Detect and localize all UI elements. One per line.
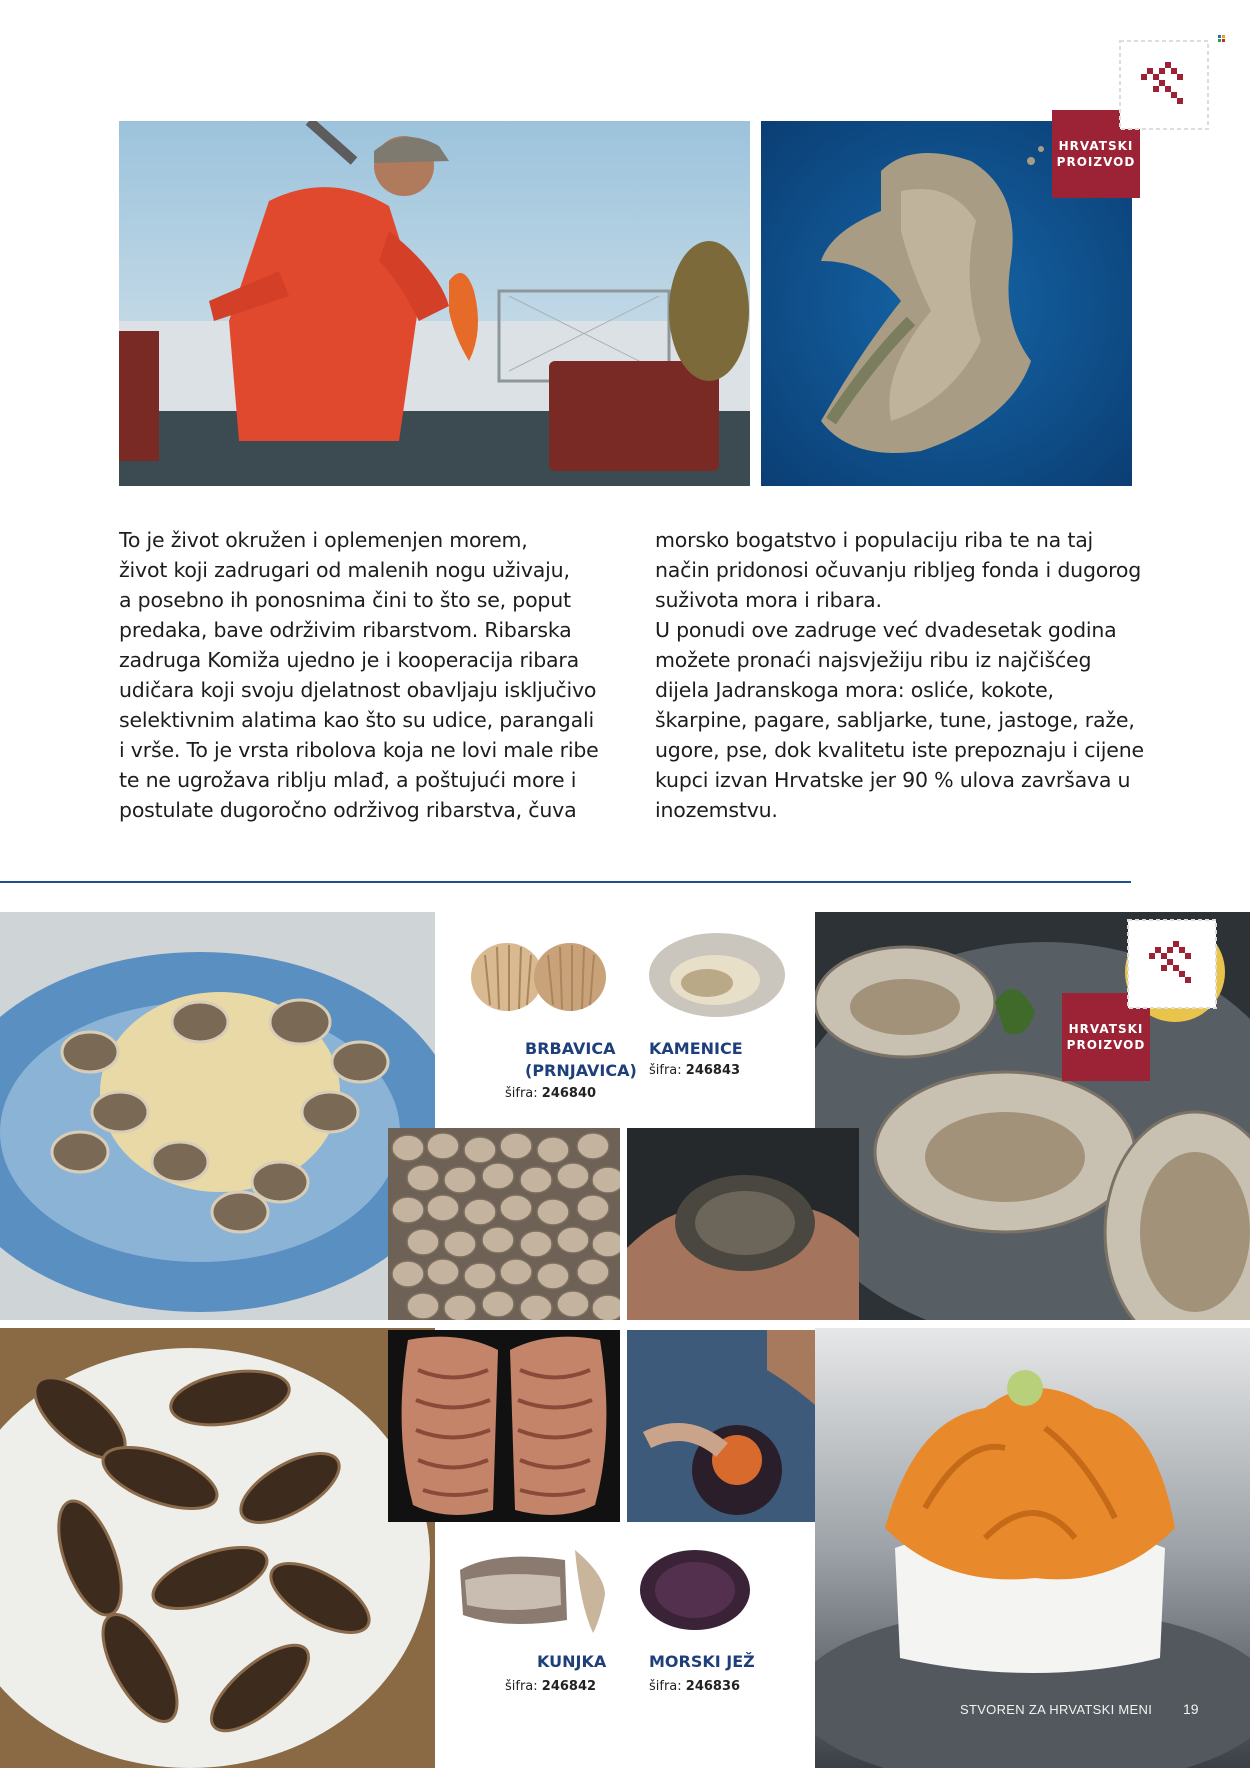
- croatian-product-badge: HRVATSKI PROIZVOD: [1052, 110, 1140, 198]
- product-code-kamenice: šifra: 246843: [649, 1063, 741, 1078]
- product-name-brbavica: BRBAVICA (PRNJAVICA): [525, 1039, 637, 1080]
- product-code-brbavica: šifra: 246840: [505, 1086, 597, 1101]
- sea-urchin-image: [635, 1545, 755, 1635]
- fisherman-photo: [119, 121, 750, 486]
- product-code-morski-jez: šifra: 246836: [649, 1679, 741, 1694]
- product-name-kunjka: KUNJKA: [537, 1652, 607, 1671]
- brbavica-shell-image: [465, 935, 610, 1015]
- croatian-product-stamp-icon: [1117, 38, 1211, 132]
- croatian-product-badge-middle: HRVATSKI PROIZVOD: [1062, 993, 1150, 1081]
- kunjka-shell-image: [455, 1545, 620, 1635]
- product-name-morski-jez: MORSKI JEŽ: [649, 1652, 755, 1671]
- section-divider: [0, 881, 1131, 883]
- croatian-product-stamp-icon-middle: [1125, 917, 1219, 1011]
- mussels-plate-photo: [0, 1328, 435, 1768]
- clams-heap-photo: [388, 1128, 620, 1320]
- product-name-kamenice: KAMENICE: [649, 1039, 743, 1058]
- kamenice-oyster-image: [645, 925, 790, 1020]
- clam-pasta-photo: [0, 912, 435, 1320]
- product-code-kunjka: šifra: 246842: [505, 1679, 597, 1694]
- article-right-column: morsko bogatstvo i populaciju riba te na taj način pridonosi očuvanju ribljeg fonda i dugorog suživota mora i ribara. U ponudi ove zadruge već dvadesetak godina možete pronaći najsvježiju ribu iz najčišćeg dijela Jadranskoga mora: osliće, kokote, škarpine, pagare, sabljarke, tune, jastoge, raže, ugore, pse, dok kvalitetu iste prepoznaju i cijene kupci izvan Hrvatske jer 90 % ulova završava u inozemstvu.: [655, 528, 1144, 822]
- footer-tagline: STVOREN ZA HRVATSKI MENI: [960, 1702, 1153, 1717]
- page-number: 19: [1183, 1701, 1199, 1717]
- corner-color-dots-icon: [1218, 35, 1228, 43]
- article-left-column: To je život okružen i oplemenjen morem, život koji zadrugari od malenih nogu uživaju, a posebno ih ponosnima čini to što se, poput predaka, bave održivim ribarstvom. Ribarska zadruga Komiža ujedno je i kooperacija ribara udičara koji svoju djelatnost obavljaju isključivo selektivnim alatima kao što su udice, parangali i vrše. To je vrsta ribolova koja ne lovi male ribe te ne ugrožava riblju mlađ, a poštujući more i postulate dugoročno održivog ribarstva, čuva: [119, 528, 599, 822]
- kunjka-shells-closeup-photo: [388, 1330, 620, 1522]
- oyster-in-hands-photo: [627, 1128, 859, 1320]
